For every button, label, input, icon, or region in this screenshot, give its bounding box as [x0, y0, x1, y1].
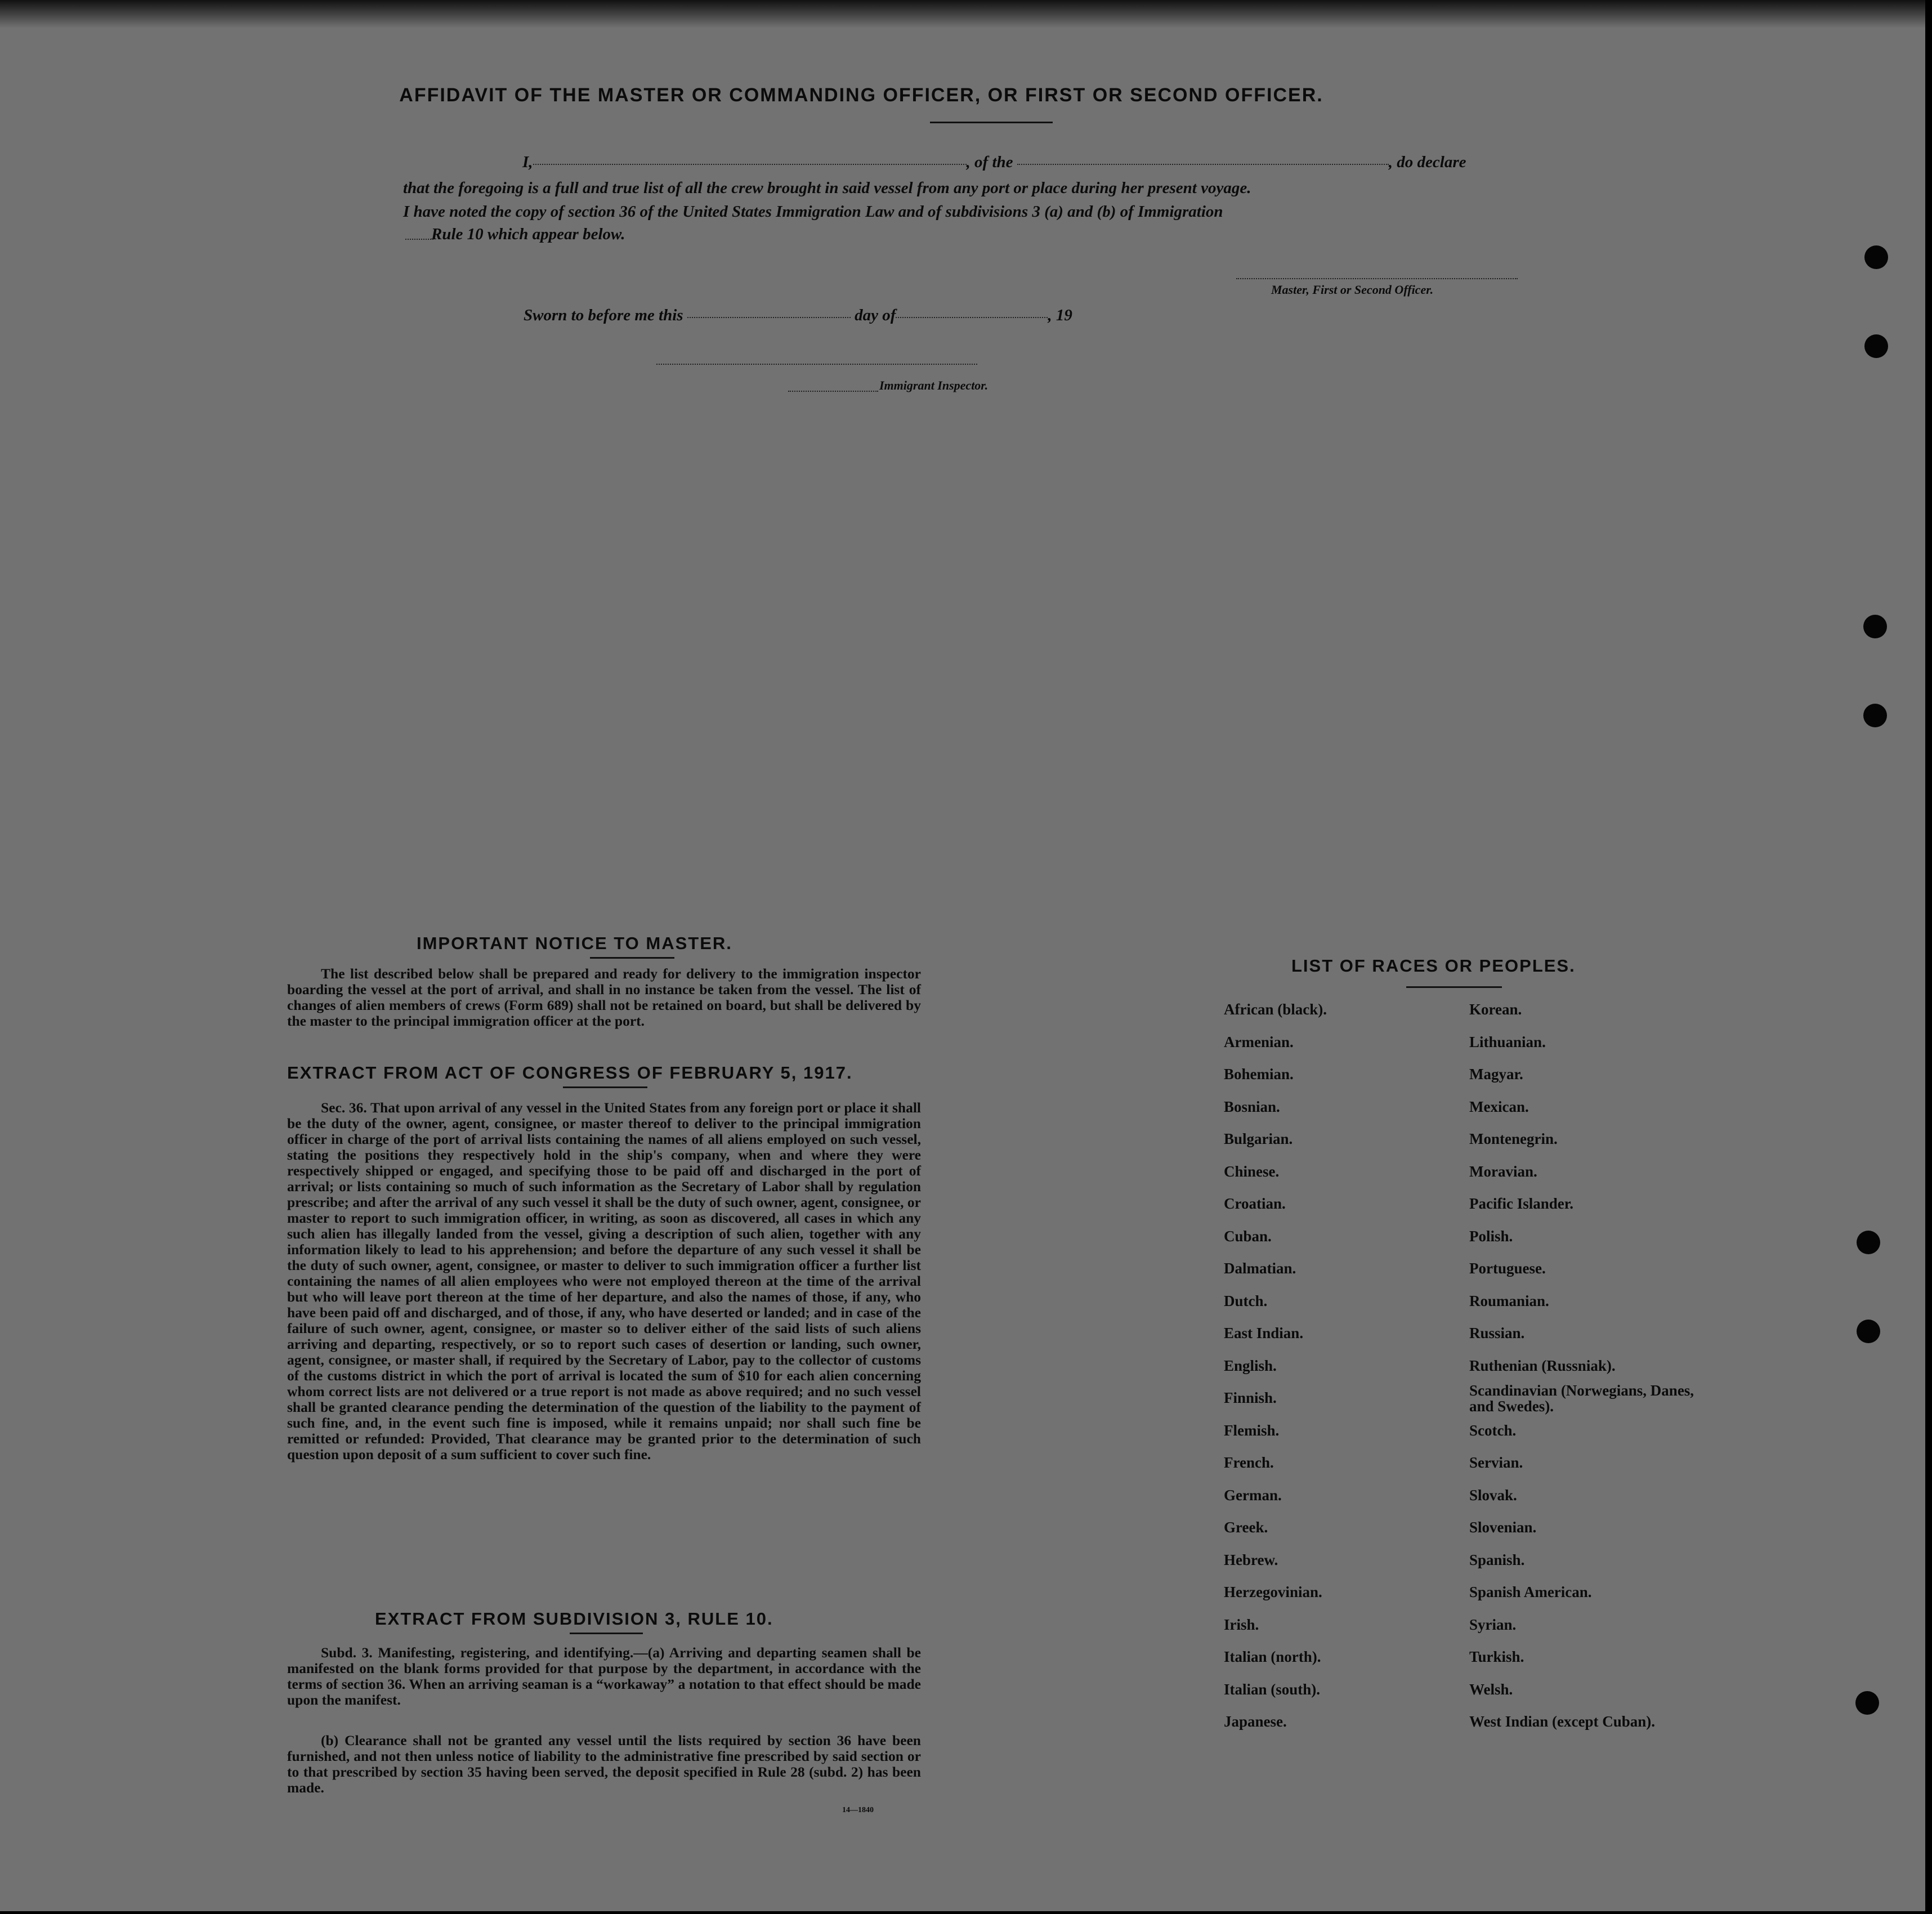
year-text: , 19	[1048, 306, 1072, 324]
name-blank	[533, 164, 967, 165]
race-item: French.	[1224, 1454, 1274, 1471]
race-item: Irish.	[1224, 1616, 1259, 1633]
inspector-signature-line	[656, 364, 977, 365]
sworn-text: Sworn to before me this	[524, 306, 683, 324]
race-item: German.	[1224, 1486, 1282, 1504]
month-blank	[896, 317, 1048, 318]
race-item: East Indian.	[1224, 1325, 1304, 1341]
rule-text-b: (b) Clearance shall not be granted any vessel until the lists required by section 36 have been furnished, and not then unless notice of liability to the administrative fine prescribed by said section or to that prescribed by section 35 having been served, the deposit specified in Rule 28 (subd. 2) has been made.	[287, 1732, 921, 1796]
affidavit-line-2: that the foregoing is a full and true list of all the crew brought in said vessel from any port or place during her present voyage.	[403, 179, 1251, 197]
race-item: Syrian.	[1469, 1616, 1517, 1633]
race-item: African (black).	[1224, 1001, 1327, 1018]
races-rule	[1406, 986, 1502, 988]
race-item: Moravian.	[1469, 1162, 1537, 1180]
notice-heading: IMPORTANT NOTICE TO MASTER.	[417, 933, 732, 953]
race-item: Chinese.	[1224, 1162, 1280, 1180]
race-item: Servian.	[1469, 1454, 1523, 1471]
vessel-blank	[1017, 164, 1389, 165]
race-item: Welsh.	[1469, 1680, 1513, 1698]
race-item: Slovenian.	[1469, 1519, 1537, 1536]
binder-hole	[1857, 1231, 1880, 1254]
affidavit-do-declare: , do declare	[1388, 153, 1466, 171]
affidavit-line-4: Rule 10 which appear below.	[431, 225, 625, 243]
race-item: Polish.	[1469, 1227, 1513, 1245]
race-item: Slovak.	[1469, 1486, 1517, 1504]
sworn-line	[524, 306, 1072, 325]
race-item-text: Scandinavian (Norwegians, Danes, and Swedes).	[1469, 1382, 1694, 1415]
race-item: Finnish.	[1224, 1389, 1277, 1406]
rule-rule	[570, 1633, 643, 1634]
binder-hole	[1863, 615, 1887, 638]
race-item: Lithuanian.	[1469, 1033, 1546, 1050]
race-item: Portuguese.	[1469, 1260, 1546, 1277]
act-rule	[563, 1086, 647, 1088]
race-item: Mexican.	[1469, 1098, 1529, 1115]
binder-hole	[1857, 1320, 1880, 1343]
race-item: Italian (north).	[1224, 1648, 1321, 1665]
race-item: Hebrew.	[1224, 1551, 1278, 1568]
binder-hole	[1864, 245, 1888, 269]
master-label: Master, First or Second Officer.	[1271, 283, 1434, 297]
race-item: Armenian.	[1224, 1033, 1294, 1050]
inspector-label: Immigrant Inspector.	[879, 378, 989, 392]
day-of-text: day of	[855, 306, 896, 324]
race-item	[1469, 1383, 1700, 1414]
race-item: Scotch.	[1469, 1421, 1517, 1439]
race-item: Dalmatian.	[1224, 1260, 1296, 1277]
race-item: Russian.	[1469, 1325, 1525, 1341]
race-item: English.	[1224, 1357, 1277, 1374]
race-item: Montenegrin.	[1469, 1130, 1558, 1147]
race-item: Turkish.	[1469, 1648, 1524, 1665]
notice-rule	[590, 957, 674, 959]
rule-heading: EXTRACT FROM SUBDIVISION 3, RULE 10.	[375, 1609, 773, 1629]
binder-hole	[1855, 1691, 1879, 1715]
race-item: Greek.	[1224, 1519, 1268, 1536]
act-heading: EXTRACT FROM ACT OF CONGRESS OF FEBRUARY 5, 1917.	[287, 1063, 853, 1083]
race-item: Magyar.	[1469, 1066, 1523, 1083]
race-item: Spanish American.	[1469, 1584, 1592, 1600]
race-item: Croatian.	[1224, 1195, 1286, 1212]
race-item: Pacific Islander.	[1469, 1195, 1573, 1212]
binder-hole	[1863, 704, 1887, 727]
day-blank	[687, 317, 851, 318]
race-item: Herzegovinian.	[1224, 1584, 1322, 1600]
race-item: Dutch.	[1224, 1292, 1268, 1309]
race-item: Korean.	[1469, 1001, 1522, 1018]
race-item: Italian (south).	[1224, 1680, 1321, 1698]
race-item: Flemish.	[1224, 1421, 1280, 1439]
affidavit-line-1	[522, 153, 1466, 172]
affidavit-of-the: , of the	[966, 153, 1013, 171]
race-item: Bosnian.	[1224, 1098, 1280, 1115]
race-item: Ruthenian (Russniak).	[1469, 1357, 1616, 1374]
race-item: West Indian (except Cuban).	[1469, 1713, 1656, 1730]
binder-hole	[1864, 334, 1888, 358]
act-text: Sec. 36. That upon arrival of any vessel in the United States from any foreign port or place it shall be the duty of the owner, agent, consignee, or master thereof to deliver to the principal immigration officer in charge of the port of arrival lists containing the names of all aliens employed on such vessel, stating the positions they respectively hold in the ship's company, when and where they were respectively shipped or engaged, and specifying those to be paid off and discharged in the port of arrival; or lists containing so much of such information as the Secretary of Labor shall by regulation prescribe; and after the arrival of any such vessel it shall be the duty of such owner, agent, consignee, or master to report to such immigration officer, in writing, as soon as discovered, all cases in which any such alien has illegally landed from the vessel, giving a description of such alien, together with any information likely to lead to his apprehension; and before the departure of any such vessel it shall be the duty of such owner, agent, consignee, or master to deliver to such immigration officer a further list containing the names of all alien employees who were not employed thereon at the time of the arrival but who will leave port thereon at the time of her departure, and also the names of those, if any, who have been paid off and discharged, and of those, if any, who have deserted or landed; and in case of the failure of such owner, agent, consignee, or master so to deliver either of the said lists of such aliens arriving and departing, respectively, or so to report such cases of desertion or landing, such owner, agent, consignee, or master shall, if required by the Secretary of Labor, pay to the collector of customs of the customs district in which the port of arrival is located the sum of $10 for each alien concerning whom correct lists are not delivered or a true report is not made as above required; and no such vessel shall be granted clearance pending the determination of the question of the liability to the payment of such fine, and, in the event such fine is imposed, while it remains unpaid; nor shall such fine be remitted or refunded: Provided, That clearance may be granted prior to the determination of such question upon deposit of a sum sufficient to cover such fine.	[287, 1099, 921, 1463]
rule-text-a: Subd. 3. Manifesting, registering, and identifying.—(a) Arriving and departing seamen shall be manifested on the blank forms provided for that purpose by the department, in accordance with the terms of section 36. When an arriving seaman is a “workaway” a notation to that effect should be made upon the manifest.	[287, 1644, 921, 1708]
affidavit-title: AFFIDAVIT OF THE MASTER OR COMMANDING OFFICER, OR FIRST OR SECOND OFFICER.	[399, 84, 1323, 106]
race-item: Roumanian.	[1469, 1292, 1549, 1309]
race-item: Cuban.	[1224, 1227, 1272, 1245]
race-item: Spanish.	[1469, 1551, 1525, 1568]
dotted-lead	[405, 239, 433, 240]
notice-text: The list described below shall be prepared and ready for delivery to the immigration inspector boarding the vessel at the port of arrival, and shall in no instance be taken from the vessel. The list of changes of alien members of crews (Form 689) shall not be retained on board, but shall be delivered by the master to the principal immigration officer at the port.	[287, 965, 921, 1029]
form-number: 14—1840	[842, 1806, 874, 1814]
affidavit-i: I,	[522, 153, 533, 171]
race-item: Bulgarian.	[1224, 1130, 1293, 1147]
race-item: Bohemian.	[1224, 1066, 1294, 1083]
master-signature-line	[1236, 278, 1518, 279]
inspector-lead-line	[788, 391, 878, 392]
races-heading: LIST OF RACES OR PEOPLES.	[1291, 956, 1576, 976]
race-item: Japanese.	[1224, 1713, 1287, 1730]
title-rule	[930, 122, 1053, 123]
affidavit-line-3: I have noted the copy of section 36 of the United States Immigration Law and of subdivisions 3 (a) and (b) of Immigration	[403, 203, 1223, 221]
